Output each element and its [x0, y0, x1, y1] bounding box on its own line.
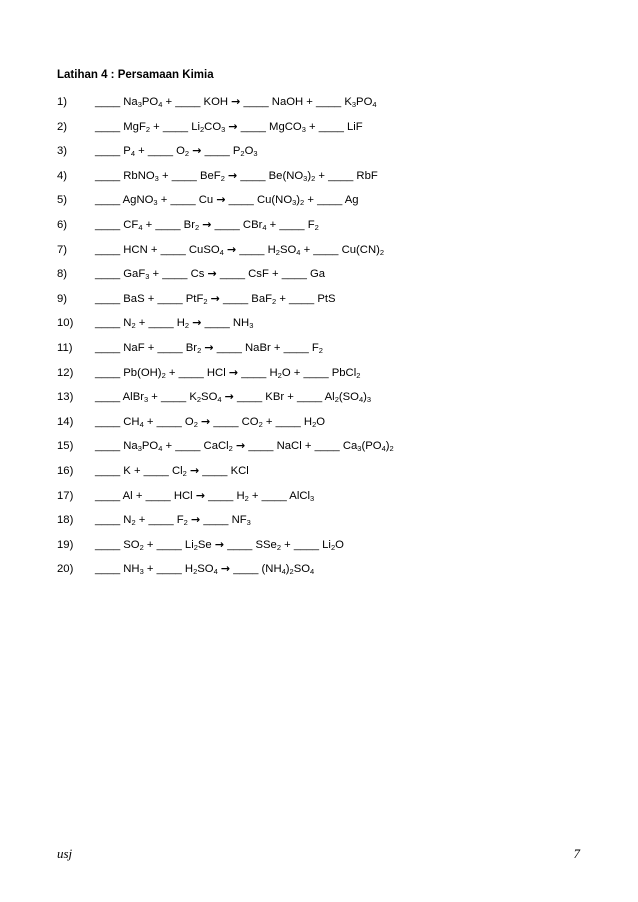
- chemical-equation: ____ $N_2$ + ____ $F_2$ → ____ $NF_3$: [95, 513, 251, 528]
- problem-item: [57, 316, 394, 341]
- problem-number: 3): [57, 145, 68, 158]
- problem-number: 15): [57, 440, 74, 453]
- problem-number: 6): [57, 218, 68, 231]
- problem-number: 5): [57, 194, 68, 207]
- page-number: 7: [573, 846, 580, 861]
- problem-number: 2): [57, 120, 68, 133]
- chemical-equation: ____ AlBr$_3$ + ____ $K_2SO_4$ → ____ KBr + ____ $Al_2(SO_4)_3$: [95, 390, 372, 405]
- problem-item: [57, 267, 394, 292]
- problem-number: 4): [57, 169, 68, 182]
- problem-number: 18): [57, 514, 74, 527]
- chemical-equation: ____ RbNO$_3$ + ____ BeF$_2$ → ____ $Be(NO_3)_2$ + ____ RbF: [95, 168, 378, 183]
- problem-item: [57, 292, 394, 317]
- problem-number: 1): [57, 96, 68, 108]
- chemical-equation: ____ $Na_3PO_4$ + ____ KOH → ____ NaOH + ____ $K_3PO_4$: [95, 95, 377, 109]
- problem-item: [57, 120, 394, 145]
- problem-number: 9): [57, 292, 68, 305]
- problem-item: [57, 464, 394, 489]
- chemical-equation: ____ $Pb(OH)_2$ + ____ HCl → ____ $H_2O$ + ____ PbCl$_2$: [95, 365, 361, 380]
- problem-item: [57, 95, 394, 120]
- problem-number: 13): [57, 391, 74, 404]
- problem-item: [57, 538, 394, 563]
- problem-list: [57, 95, 394, 587]
- problem-number: 16): [57, 464, 74, 477]
- problem-item: [57, 439, 394, 464]
- chemical-equation: ____ $SO_2$ + ____ $Li_2Se$ → ____ SSe$_2$ + ____ $Li_2O$: [95, 537, 344, 552]
- problem-item: [57, 489, 394, 514]
- chemical-equation: ____ K + ____ $Cl_2$ → ____ KCl: [95, 463, 249, 478]
- problem-number: 14): [57, 415, 74, 428]
- chemical-equation: ____ $P_4$ + ____ $O_2$ → ____ $P_2O_3$: [95, 144, 258, 159]
- problem-number: 12): [57, 366, 74, 379]
- footer-initials: usj: [57, 846, 73, 861]
- chemical-equation: ____ MgF$_2$ + ____ $Li_2CO_3$ → ____ MgCO$_3$ + ____ LiF: [95, 119, 363, 134]
- chemical-equation: ____ $CH_4$ + ____ $O_2$ → ____ $CO_2$ + ____ $H_2O$: [95, 414, 326, 429]
- chemical-equation: ____ BaS + ____ PtF$_2$ → ____ BaF$_2$ + ____ PtS: [95, 291, 336, 306]
- problem-number: 20): [57, 563, 74, 576]
- chemical-equation: ____ Al + ____ HCl → ____ $H_2$ + ____ AlCl$_3$: [95, 488, 315, 503]
- problem-item: [57, 390, 394, 415]
- problem-number: 19): [57, 538, 74, 551]
- problem-item: [57, 341, 394, 366]
- worksheet-title: Latihan 4 : Persamaan Kimia: [57, 69, 214, 81]
- chemical-equation: ____ $NH_3$ + ____ $H_2SO_4$ → ____ $(NH_4)_2SO_4$: [95, 562, 315, 577]
- problem-item: [57, 562, 394, 587]
- problem-item: [57, 218, 394, 243]
- problem-item: [57, 513, 394, 538]
- chemical-equation: ____ HCN + ____ CuSO$_4$ → ____ $H_2SO_4$ + ____ $Cu(CN)_2$: [95, 242, 385, 257]
- problem-item: [57, 243, 394, 268]
- problem-number: 11): [57, 341, 73, 354]
- problem-item: [57, 415, 394, 440]
- chemical-equation: ____ NaF + ____ $Br_2$ → ____ NaBr + ____ $F_2$: [95, 340, 323, 355]
- problem-number: 10): [57, 317, 74, 330]
- chemical-equation: ____ $N_2$ + ____ $H_2$ → ____ $NH_3$: [95, 316, 254, 331]
- chemical-equation: ____ AgNO$_3$ + ____ Cu → ____ $Cu(NO_3)_2$ + ____ Ag: [95, 193, 359, 208]
- chemical-equation: ____ GaF$_3$ + ____ Cs → ____ CsF + ____ Ga: [95, 267, 326, 282]
- problem-item: [57, 193, 394, 218]
- problem-item: [57, 169, 394, 194]
- problem-number: 8): [57, 268, 68, 281]
- problem-item: [57, 366, 394, 391]
- problem-item: [57, 144, 394, 169]
- problem-number: 7): [57, 243, 68, 256]
- problem-number: 17): [57, 489, 74, 502]
- chemical-equation: ____ $Na_3PO_4$ + ____ CaCl$_2$ → ____ NaCl + ____ $Ca_3(PO_4)_2$: [95, 439, 394, 454]
- chemical-equation: ____ $CF_4$ + ____ $Br_2$ → ____ CBr$_4$ + ____ $F_2$: [95, 217, 319, 232]
